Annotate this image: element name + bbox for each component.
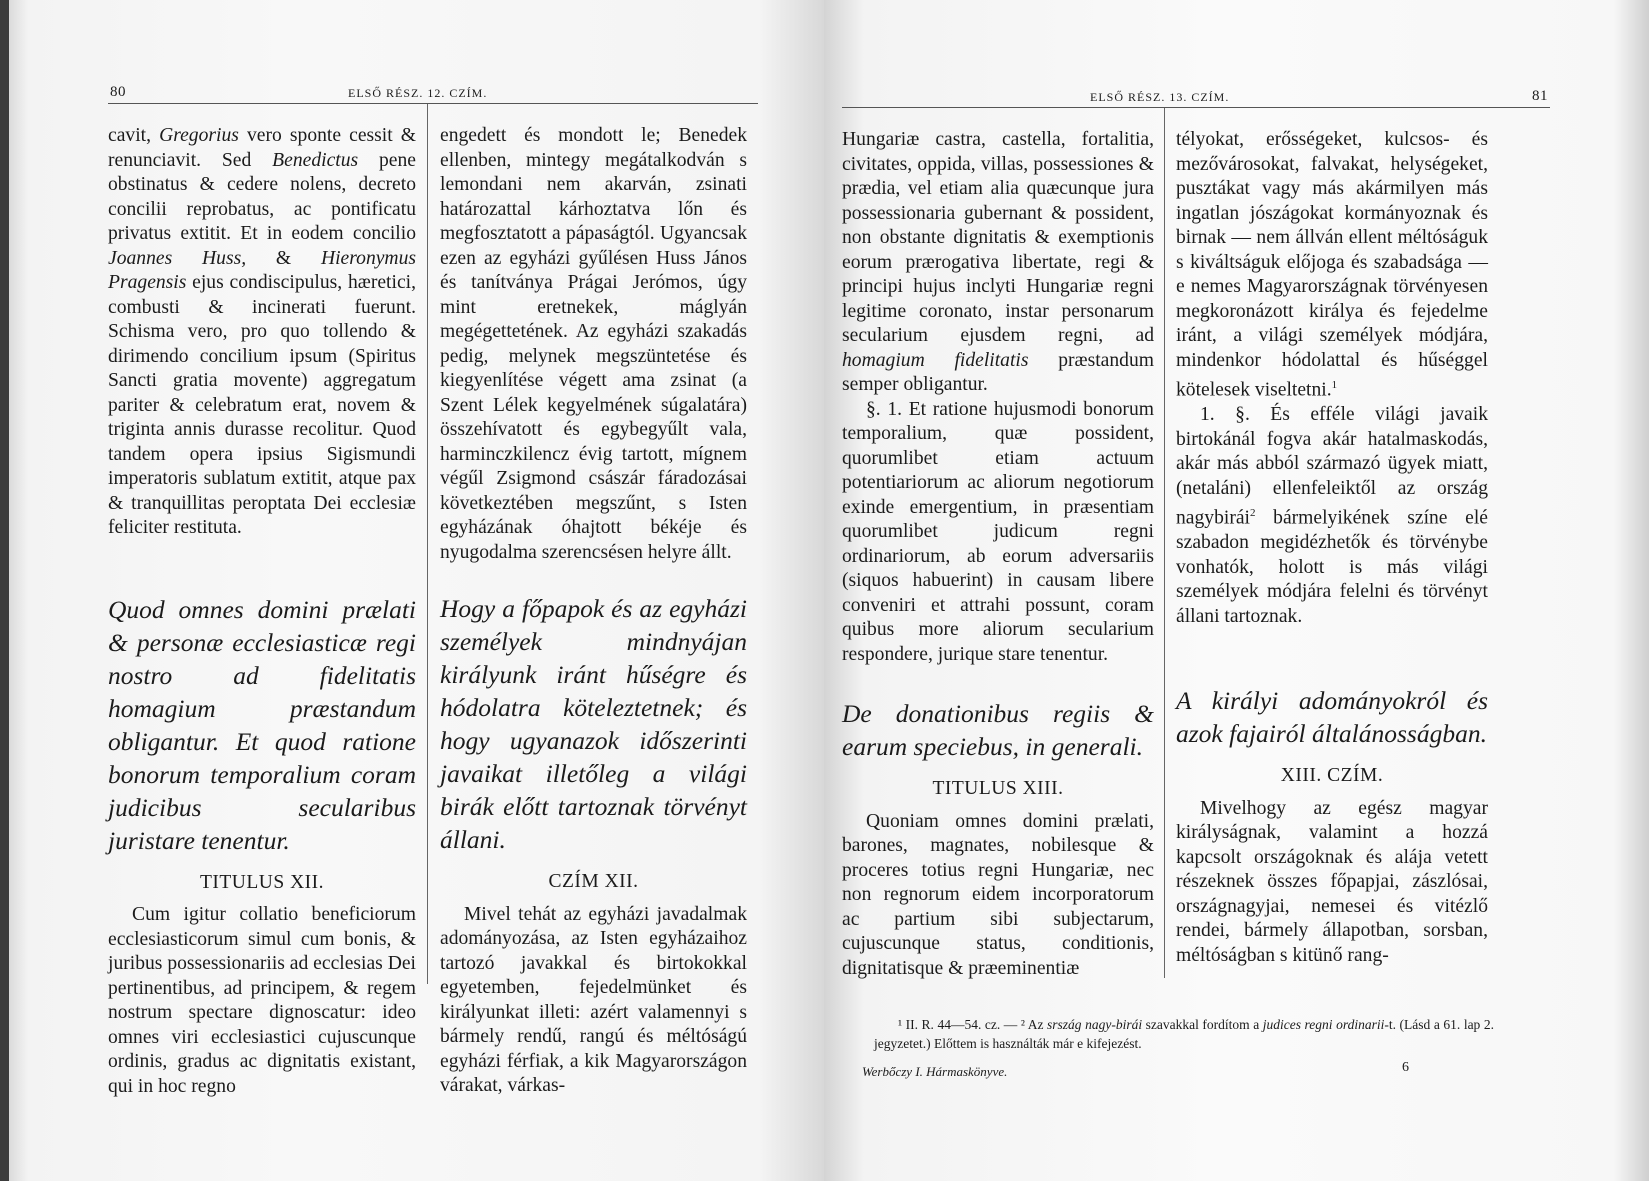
header-rule: [108, 103, 758, 104]
right-page: [824, 0, 1649, 1181]
left-running-head: ELSŐ RÉSZ. 12. CZÍM.: [348, 86, 488, 100]
left-hungarian-column: [440, 124, 747, 1099]
hungarian-paragraph: Mivelhogy az egész magyar királyságnak, valamint a hozzá kapcsolt országoknak és alája vetett részeknek összes főpapjai, zászlósai, országnagyjai, nemesei és vitézlő rendei, bármely állapotban, sorsban, méltóságban s kitünő rang-: [1176, 797, 1488, 966]
right-running-head: ELSŐ RÉSZ. 13. CZÍM.: [1090, 90, 1230, 104]
latin-paragraph: Hungariæ castra, castella, fortalitia, civitates, oppida, villas, possessiones & prædia, vel etiam alia quæcunque jura possessionaria gubernant & possident, non obstante dignitatis & exemptionis eorum prærogativa libertate, regi & principi hujus inclyti Hungariæ regni legitime coronato, instar personarum secularium ejusdem regni, ad homagium fidelitatis præstandum semper obligantur.: [842, 129, 1154, 395]
section-title: De donationibus regiis & earum speciebus, in generali.: [842, 699, 1154, 761]
column-divider: [427, 104, 428, 984]
chapter-heading: CZÍM XII.: [548, 871, 639, 892]
hungarian-paragraph: télyokat, erősségeket, kulcsos- és mezővárosokat, falvakat, helységeket, pusztákat vagy más akármilyen más ingatlan jószágokat kormányoznak és birnak — nem állván ellent méltóságuk s kiváltságuk előjoga és szabadsága — e nemes Magyarországnak törvényesen megkoronázott királya és fejedelme iránt, a világi személyek módjára, mindenkor hódolattal és hűséggel kötelesek viseltetni.$^1$: [1176, 129, 1488, 401]
chapter-heading: XIII. CZÍM.: [1280, 765, 1384, 787]
chapter-heading: TITULUS XII.: [199, 871, 325, 893]
header-rule: [842, 107, 1550, 108]
signature-line: Werbőczy I. Hármaskönyve.: [862, 1064, 1008, 1079]
latin-paragraph: §. 1. Et ratione hujusmodi bonorum temporalium, quæ possident, quorumlibet etiam actuum potentiariorum ac aliorum negotiorum exinde emergentium, in præsentiam quorumlibet judicum regni ordinariorum, ab eorum adversariis (siquos habuerint) in causam libere conveniri et attrahi possunt, coram quibus more aliorum secularium respondere, jurique stare tenentur.: [842, 398, 1154, 665]
footnotes: ¹ II. R. 44—54. cz. — ² Az srszág nagy-birái szavakkal fordítom a judices regni ordinarii-t. (Lásd a 61. lap 2. jegyzetet.) Előttem is használták már e kifejezést.: [874, 1017, 1494, 1051]
section-title: Quod omnes domini prælati & personæ ecclesiasticæ regi nostro ad fidelitatis homagium præstandum obligantur. Et quod ratione bonorum temporalium coram judicibus secularibus juristare tenentur.: [108, 594, 416, 855]
right-hungarian-column: [1176, 128, 1488, 968]
right-page-number: 81: [1532, 88, 1548, 104]
hungarian-paragraph: Mivel tehát az egyházi javadalmak adományozása, az Isten egyházaihoz tartozó javakkal és birtokokkal egyetemben, fejedelmünket és királyunkat illeti: azért valamennyi s bármely rendű, rangú és méltóságú egyházi férfiak, a kik Magyarországon várakat, várkas-: [440, 903, 747, 1096]
hungarian-paragraph: engedett és mondott le; Benedek ellenben, mintegy megátalkodván s lemondani nem akarván, zsinati határozattal kárhoztatva lőn és megfosztatott a pápaságtól. Ugyancsak ezen az egyházi gyűlésen Huss János és tanítványa Prágai Jerómos, úgy mint eretnekek, máglyán megégettetének. Az egyházi szakadás pedig, melynek megszüntetése és kiegyenlítése végett ama zsinat (a Szent Lélek kegyelmének súgalatára) összehívatott és egybegyűlt vala, harminczkilencz évig tartott, mígnem végűl Zsigmond császár fáradozásai következtében megszűnt, s Isten egyházának óhajtott békéje és nyugodalma szerencsésen helyre állt.: [440, 125, 747, 563]
chapter-heading: TITULUS XIII.: [932, 778, 1064, 799]
left-page: [0, 0, 824, 1181]
latin-paragraph: Cum igitur collatio beneficiorum ecclesiasticorum simul cum bonis, & juribus possessionariis ad ecclesias Dei pertinentibus, ad principem, & regem nostrum spectare dignoscatur: ideo omnes viri ecclesiastici cujuscunque ordinis, gradus ac dignitatis existant, qui in hoc regno: [108, 904, 416, 1097]
left-page-number: 80: [110, 84, 126, 100]
section-title: A királyi adományokról és azok fajairól általánosságban.: [1176, 686, 1488, 749]
column-divider: [1164, 108, 1165, 978]
right-latin-column: [842, 128, 1154, 981]
latin-paragraph: Quoniam omnes domini prælati, barones, magnates, nobilesque & proceres totius regni Hungariæ, nec non regnorum eidem incorporatorum ac partium sibi subjectarum, cujuscunque status, conditionis, dignitatisque & præeminentiæ: [842, 810, 1154, 979]
signature-number: 6: [1402, 1060, 1409, 1075]
book-edge: [0, 0, 9, 1181]
latin-paragraph: cavit, Gregorius vero sponte cessit & renunciavit. Sed Benedictus pene obstinatus & cedere nolens, decreto concilii reprobatus, ac pontificatu privatus extitit. Et in eodem concilio Joannes Huss, & Hieronymus Pragensis ejus condiscipulus, hæretici, combusti & incinerati fuerunt. Schisma vero, pro quo tollendo & dirimendo concilium ipsum (Spiritus Sancti gratia movente) aggregatum pariter & celebratum erat, novem & triginta annis durasse recolitur. Quod tandem opera ipsius Sigismundi imperatoris sublatum extitit, atque pax & tranquillitas peroptata Dei ecclesiæ feliciter restituta.: [108, 125, 417, 538]
section-title: Hogy a főpapok és az egyházi személyek mindnyájan királyunk iránt hűségre és hódolatra köteleztetnek; és hogy ugyanazok időszerinti javaikat illetőleg a világi birák előtt tartoznak törvényt állani.: [440, 594, 747, 854]
left-latin-column: [108, 124, 416, 1099]
hungarian-paragraph: 1. §. És efféle világi javaik birtokánál fogva akár hatalmaskodás, akár más abból származó ügyek miatt, (netaláni) ellenfeleiktől az ország nagybirái$^2$ bármelyikének színe elé szabadon megidézhetők és törvénybe vonhatók, holott is más világi személyek módjára felelni és törvényt állani tartoznak.: [1176, 404, 1488, 627]
